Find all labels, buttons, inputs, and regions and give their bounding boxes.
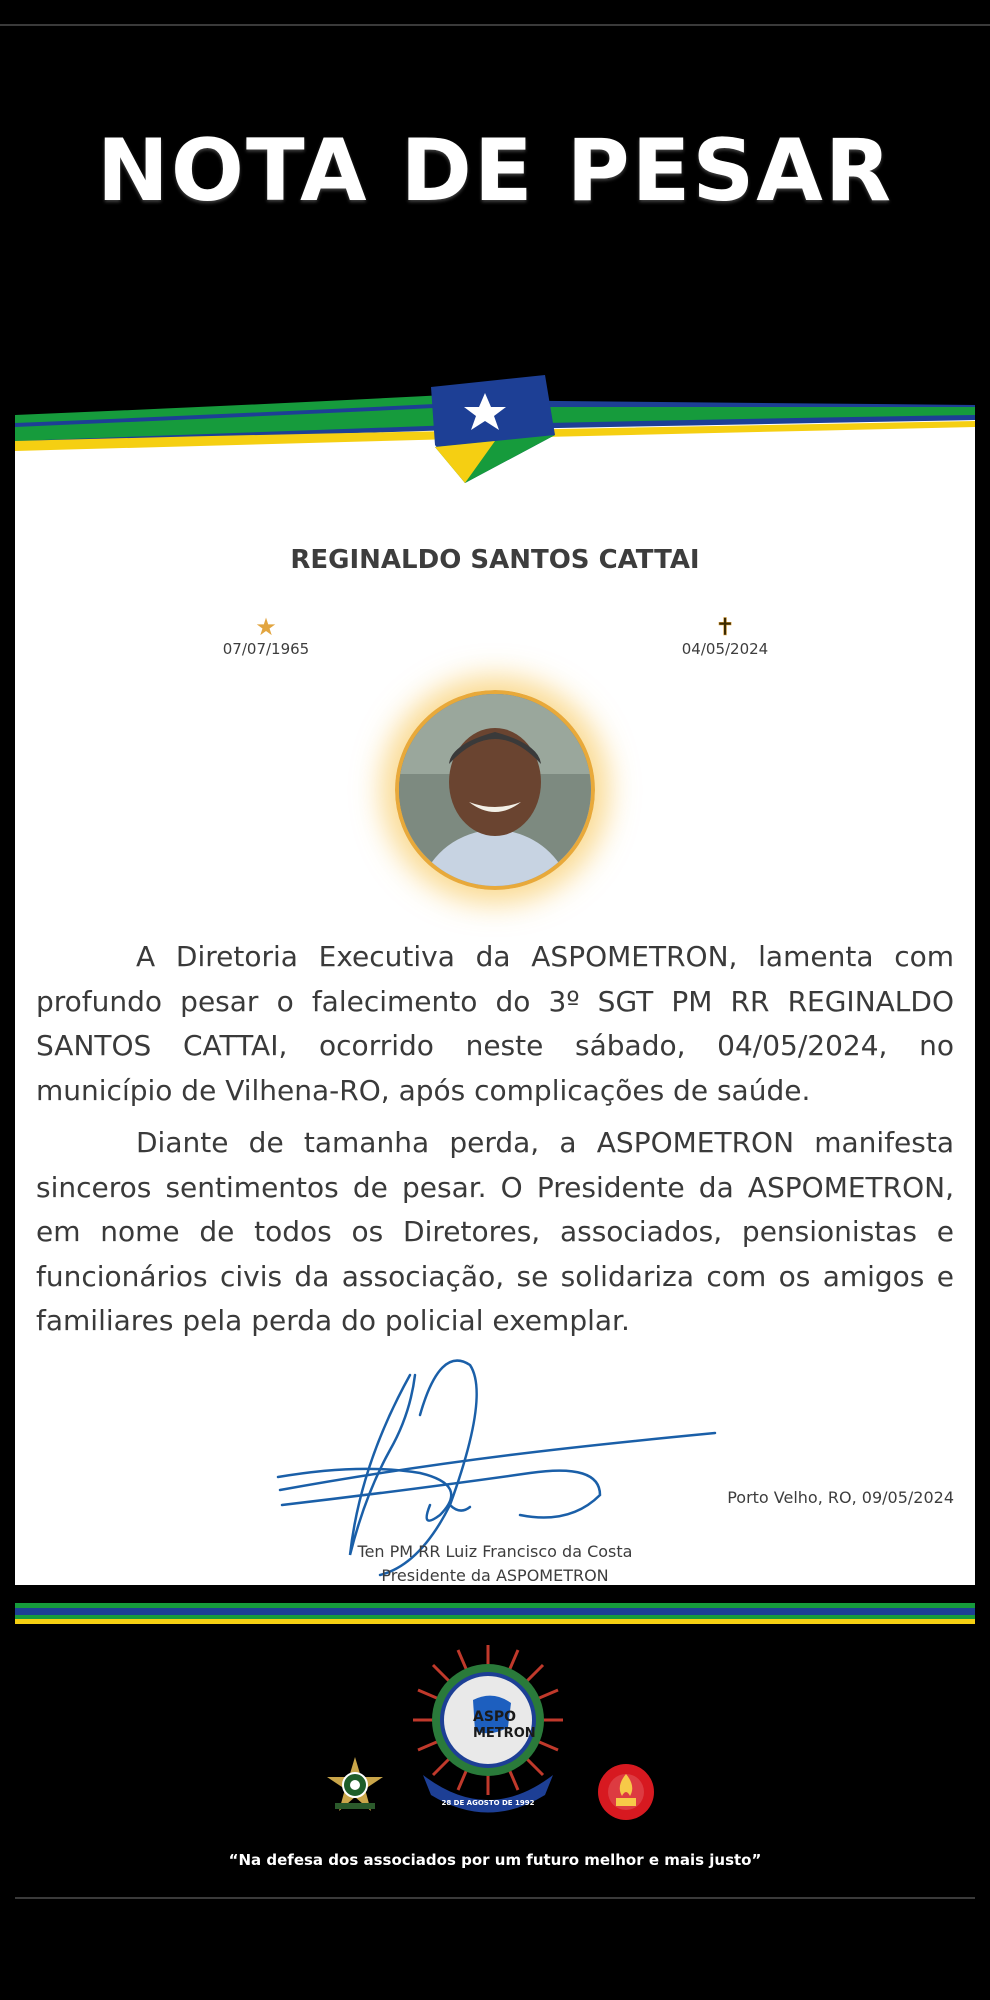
birth-date-block (186, 614, 346, 658)
deceased-photo (395, 690, 595, 890)
cross-icon: ✝ (714, 613, 736, 641)
aspometron-logo-icon (413, 1645, 563, 1825)
signer-name: Ten PM RR Luiz Francisco da Costa (357, 1542, 633, 1561)
logo-ribbon-text: 28 DE AGOSTO DE 1992 (441, 1799, 535, 1807)
signer-title: Presidente da ASPOMETRON (381, 1566, 609, 1585)
logo-text-line2: METRON (473, 1726, 536, 1741)
page-title: NOTA DE PESAR (96, 121, 894, 221)
message-paragraph-1: A Diretoria Executiva da ASPOMETRON, lamenta com profundo pesar o falecimento do 3º SGT PM RR REGINALDO SANTOS CATTAI, ocorrido neste sábado, 04/05/2024, no município de Vilhena-RO, após complicações de saúde. (36, 940, 954, 1107)
footer-motto: “Na defesa dos associados por um futuro melhor e mais justo” (228, 1851, 762, 1869)
condolence-message (36, 935, 954, 1352)
rondonia-flag-icon (431, 375, 555, 483)
death-date: 04/05/2024 (681, 640, 769, 658)
logo-text-line1: ASPO (473, 1709, 517, 1725)
message-paragraph-2: Diante de tamanha perda, a ASPOMETRON manifesta sinceros sentimentos de pesar. O Presidente da ASPOMETRON, em nome de todos os Diretores, associados, pensionistas e funcionários civis da associação, se solidariza com os amigos e familiares pela perda do policial exemplar. (36, 1126, 954, 1337)
place-and-date: Porto Velho, RO, 09/05/2024 (727, 1488, 954, 1507)
bottom-border-line (15, 1897, 975, 1899)
death-date-block (645, 614, 805, 658)
fire-brigade-crest-icon (596, 1762, 656, 1822)
deceased-photo-frame (395, 690, 595, 890)
flag-banner (15, 355, 975, 485)
military-police-crest-icon (325, 1755, 385, 1815)
star-icon: ★ (255, 613, 277, 641)
deceased-name: REGINALDO SANTOS CATTAI (290, 545, 700, 575)
birth-date: 07/07/1965 (222, 640, 310, 658)
top-border-line (0, 24, 990, 26)
footer-flag-stripe (15, 1603, 975, 1625)
